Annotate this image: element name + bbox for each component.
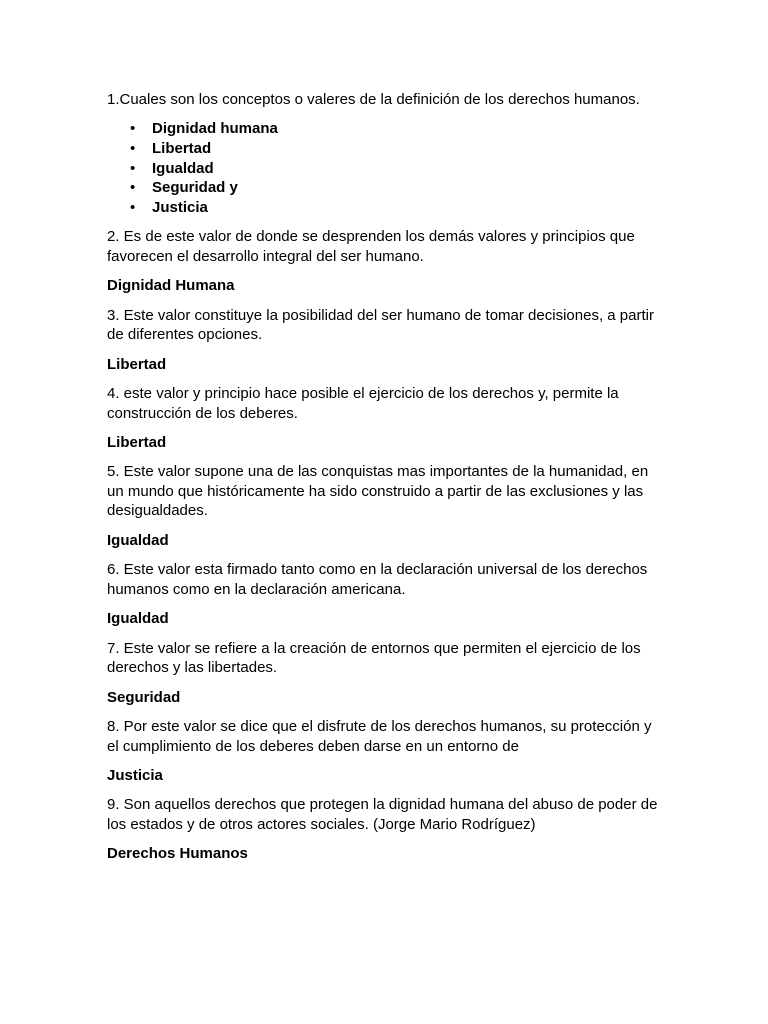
question-4: 4. este valor y principio hace posible el ejercicio de los derechos y, permite la construcción de los deberes. [107, 384, 619, 422]
question-5: 5. Este valor supone una de las conquistas mas importantes de la humanidad, en un mundo que históricamente ha sido construido a partir de las exclusiones y las desigualdades. [107, 463, 649, 520]
list-item [130, 159, 667, 179]
list-item-label: Dignidad humana [152, 120, 278, 138]
answer-2: Dignidad Humana [107, 277, 235, 295]
list-item [130, 178, 667, 198]
list-item-label: Libertad [152, 139, 212, 157]
answer-4: Libertad [107, 433, 167, 451]
question-6: 6. Este valor esta firmado tanto como en la declaración universal de los derechos humanos como en la declaración americana. [107, 561, 648, 598]
list-item [130, 139, 667, 159]
answer-3: Libertad [107, 355, 167, 373]
bullet-dot-icon: • [130, 179, 136, 197]
question-2: 2. Es de este valor de donde se desprenden los demás valores y principios que favorecen el desarrollo integral del ser humano. [107, 228, 635, 265]
question-8: 8. Por este valor se dice que el disfrute de los derechos humanos, su protección y el cumplimiento de los deberes deben darse en un entorno de [107, 718, 652, 755]
answer-9: Derechos Humanos [107, 845, 248, 863]
document-page [107, 90, 667, 874]
values-list [107, 119, 667, 217]
answer-6: Igualdad [107, 610, 169, 628]
answer-5: Igualdad [107, 531, 169, 549]
list-item-label: Seguridad y [152, 179, 238, 197]
question-3: 3. Este valor constituye la posibilidad del ser humano de tomar decisiones, a partir de diferentes opciones. [107, 306, 654, 344]
answer-8: Justicia [107, 766, 163, 784]
bullet-dot-icon: • [130, 159, 136, 177]
bullet-dot-icon: • [130, 139, 136, 157]
question-1: 1.Cuales son los conceptos o valeres de la definición de los derechos humanos. [107, 91, 640, 108]
answer-7: Seguridad [107, 688, 181, 706]
question-9: 9. Son aquellos derechos que protegen la dignidad humana del abuso de poder de los estados y de otros actores sociales. (Jorge Mario Rodríguez) [107, 796, 658, 833]
list-item [130, 119, 667, 139]
bullet-dot-icon: • [130, 120, 136, 138]
bullet-dot-icon: • [130, 198, 136, 216]
list-item-label: Justicia [152, 198, 208, 216]
list-item [130, 198, 667, 218]
list-item-label: Igualdad [152, 159, 214, 177]
question-7: 7. Este valor se refiere a la creación de entornos que permiten el ejercicio de los derechos y las libertades. [107, 639, 641, 677]
